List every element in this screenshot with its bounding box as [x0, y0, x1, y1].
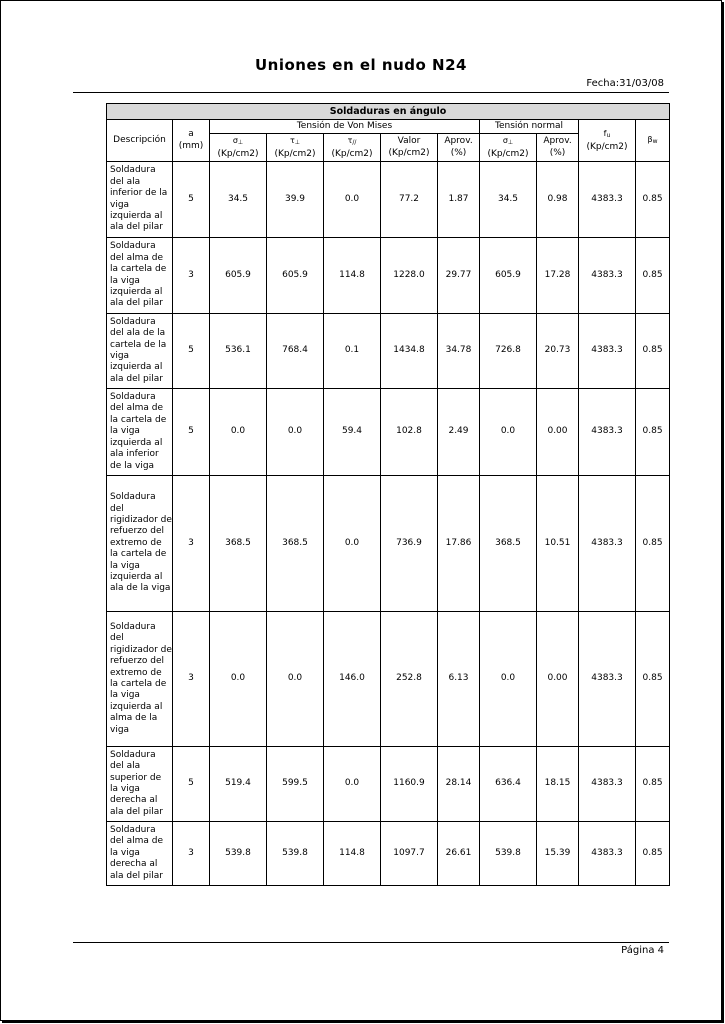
cell-tau-par: 0.0 [324, 476, 381, 612]
fu-subscript: u [606, 132, 611, 140]
cell-aprov: 29.77 [438, 238, 480, 314]
perp-subscript: ⊥ [507, 139, 514, 147]
table-section-title: Soldaduras en ángulo [107, 104, 670, 120]
aprov-n-unit: (%) [549, 147, 566, 158]
cell-aprov-n: 17.28 [537, 238, 579, 314]
cell-descripcion: Soldadura del ala inferior de la viga izquierda al ala del pilar [107, 162, 173, 238]
cell-descripcion: Soldadura del rigidizador de refuerzo del extremo de la cartela de la viga izquierda al ala de la viga [107, 476, 173, 612]
footer-divider [73, 942, 669, 943]
cell-fu: 4383.3 [579, 238, 636, 314]
cell-fu: 4383.3 [579, 389, 636, 476]
cell-aprov-n: 0.00 [537, 389, 579, 476]
col-header-valor [381, 134, 438, 162]
cell-valor: 252.8 [381, 612, 438, 747]
cell-a: 3 [173, 822, 210, 886]
col-header-fu [579, 120, 636, 162]
cell-tau-par: 0.0 [324, 747, 381, 822]
col-header-tau-par [324, 134, 381, 162]
cell-sigma-n: 636.4 [480, 747, 537, 822]
cell-aprov-n: 20.73 [537, 314, 579, 389]
cell-tau-par: 114.8 [324, 822, 381, 886]
cell-aprov: 28.14 [438, 747, 480, 822]
col-header-sigma-n [480, 134, 537, 162]
cell-sigma-n: 368.5 [480, 476, 537, 612]
cell-sigma-n: 34.5 [480, 162, 537, 238]
cell-aprov-n: 18.15 [537, 747, 579, 822]
cell-sigma-n: 605.9 [480, 238, 537, 314]
table-row [107, 314, 670, 389]
cell-tau-par: 146.0 [324, 612, 381, 747]
cell-tau-par: 0.0 [324, 162, 381, 238]
cell-valor: 1160.9 [381, 747, 438, 822]
table-row [107, 476, 670, 612]
cell-fu: 4383.3 [579, 162, 636, 238]
cell-tau-par: 114.8 [324, 238, 381, 314]
aprov-unit: (%) [450, 147, 467, 158]
cell-sigma-perp: 0.0 [210, 612, 267, 747]
cell-tau-perp: 599.5 [267, 747, 324, 822]
perp-subscript: ⊥ [294, 139, 301, 147]
cell-descripcion: Soldadura del alma de la viga derecha al ala del pilar [107, 822, 173, 886]
cell-descripcion: Soldadura del ala superior de la viga derecha al ala del pilar [107, 747, 173, 822]
col-header-aprov-n [537, 134, 579, 162]
cell-beta: 0.85 [636, 476, 670, 612]
cell-valor: 1434.8 [381, 314, 438, 389]
table-row [107, 822, 670, 886]
unit-label: (Kp/cm2) [274, 148, 316, 159]
col-header-descripcion: Descripción [107, 120, 173, 162]
cell-tau-perp: 0.0 [267, 612, 324, 747]
cell-aprov: 26.61 [438, 822, 480, 886]
cell-aprov-n: 0.98 [537, 162, 579, 238]
cell-aprov: 17.86 [438, 476, 480, 612]
col-header-sigma-perp [210, 134, 267, 162]
table-row [107, 747, 670, 822]
beta-subscript: w [652, 137, 658, 145]
cell-descripcion: Soldadura del ala de la cartela de la viga izquierda al ala del pilar [107, 314, 173, 389]
cell-tau-perp: 39.9 [267, 162, 324, 238]
group-header-tension-normal: Tensión normal [480, 120, 579, 134]
cell-tau-perp: 768.4 [267, 314, 324, 389]
cell-tau-perp: 539.8 [267, 822, 324, 886]
cell-sigma-perp: 605.9 [210, 238, 267, 314]
date-label: Fecha:31/03/08 [586, 78, 664, 89]
group-header-von-mises: Tensión de Von Mises [210, 120, 480, 134]
cell-beta: 0.85 [636, 162, 670, 238]
aprov-label: Aprov. [444, 136, 473, 147]
cell-sigma-perp: 519.4 [210, 747, 267, 822]
cell-fu: 4383.3 [579, 747, 636, 822]
cell-a: 5 [173, 389, 210, 476]
cell-a: 3 [173, 612, 210, 747]
cell-valor: 1228.0 [381, 238, 438, 314]
cell-descripcion: Soldadura del alma de la cartela de la viga izquierda al ala inferior de la viga [107, 389, 173, 476]
cell-beta: 0.85 [636, 238, 670, 314]
cell-fu: 4383.3 [579, 612, 636, 747]
cell-aprov: 2.49 [438, 389, 480, 476]
page-title: Uniones en el nudo N24 [255, 56, 467, 74]
cell-sigma-n: 726.8 [480, 314, 537, 389]
unit-label: (Kp/cm2) [487, 148, 529, 159]
cell-valor: 1097.7 [381, 822, 438, 886]
fu-unit: (Kp/cm2) [586, 141, 628, 152]
cell-a: 3 [173, 476, 210, 612]
cell-tau-perp: 0.0 [267, 389, 324, 476]
cell-tau-perp: 605.9 [267, 238, 324, 314]
cell-sigma-perp: 536.1 [210, 314, 267, 389]
cell-sigma-n: 0.0 [480, 612, 537, 747]
unit-label: (Kp/cm2) [331, 148, 373, 159]
fu-symbol: f [603, 129, 607, 139]
cell-descripcion: Soldadura del rigidizador de refuerzo del extremo de la cartela de la viga izquierda al alma de la viga [107, 612, 173, 747]
perp-subscript: ⊥ [237, 139, 244, 147]
col-a-label: a [188, 129, 194, 140]
cell-beta: 0.85 [636, 612, 670, 747]
cell-fu: 4383.3 [579, 476, 636, 612]
cell-aprov: 34.78 [438, 314, 480, 389]
unit-label: (Kp/cm2) [217, 148, 259, 159]
col-header-a [173, 120, 210, 162]
cell-tau-par: 0.1 [324, 314, 381, 389]
table-row [107, 238, 670, 314]
col-header-beta [636, 120, 670, 162]
cell-a: 5 [173, 162, 210, 238]
page-number: Página 4 [621, 945, 664, 956]
cell-a: 5 [173, 747, 210, 822]
sigma-symbol: σ [502, 136, 508, 146]
welds-table [106, 103, 670, 886]
cell-sigma-perp: 368.5 [210, 476, 267, 612]
sigma-symbol: σ [232, 136, 238, 146]
col-header-aprov [438, 134, 480, 162]
unit-label: (Kp/cm2) [388, 147, 430, 158]
cell-aprov-n: 15.39 [537, 822, 579, 886]
cell-sigma-n: 0.0 [480, 389, 537, 476]
par-subscript: // [352, 139, 357, 147]
header-divider [73, 92, 669, 93]
cell-a: 3 [173, 238, 210, 314]
cell-beta: 0.85 [636, 822, 670, 886]
cell-valor: 736.9 [381, 476, 438, 612]
cell-sigma-perp: 34.5 [210, 162, 267, 238]
tau-symbol: τ [289, 136, 295, 146]
cell-fu: 4383.3 [579, 314, 636, 389]
aprov-n-label: Aprov. [543, 136, 572, 147]
cell-sigma-perp: 0.0 [210, 389, 267, 476]
table-row [107, 162, 670, 238]
beta-symbol: β [647, 134, 653, 144]
cell-beta: 0.85 [636, 747, 670, 822]
cell-valor: 77.2 [381, 162, 438, 238]
cell-beta: 0.85 [636, 389, 670, 476]
cell-aprov-n: 0.00 [537, 612, 579, 747]
table-row [107, 389, 670, 476]
cell-aprov: 6.13 [438, 612, 480, 747]
col-a-unit: (mm) [178, 140, 204, 151]
cell-a: 5 [173, 314, 210, 389]
cell-tau-par: 59.4 [324, 389, 381, 476]
cell-aprov-n: 10.51 [537, 476, 579, 612]
col-header-tau-perp [267, 134, 324, 162]
cell-fu: 4383.3 [579, 822, 636, 886]
cell-sigma-n: 539.8 [480, 822, 537, 886]
table-row [107, 612, 670, 747]
tau-symbol: τ [347, 136, 353, 146]
cell-tau-perp: 368.5 [267, 476, 324, 612]
cell-valor: 102.8 [381, 389, 438, 476]
cell-sigma-perp: 539.8 [210, 822, 267, 886]
valor-label: Valor [397, 136, 421, 147]
cell-aprov: 1.87 [438, 162, 480, 238]
cell-beta: 0.85 [636, 314, 670, 389]
cell-descripcion: Soldadura del alma de la cartela de la viga izquierda al ala del pilar [107, 238, 173, 314]
